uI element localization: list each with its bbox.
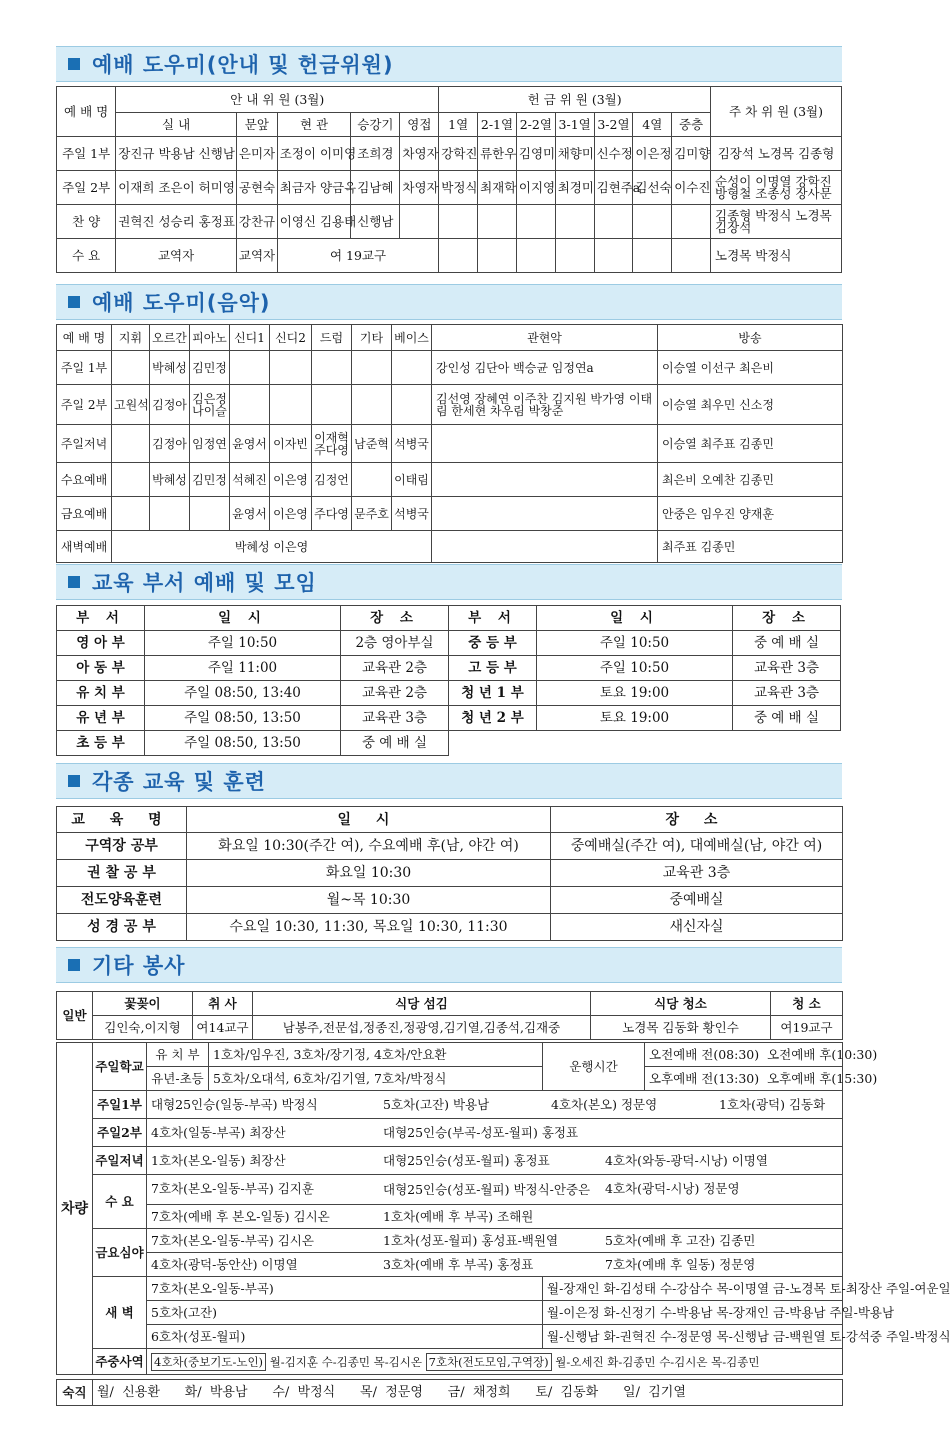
table-cell bbox=[147, 1091, 843, 1119]
header-cell: 현 관 bbox=[277, 113, 351, 137]
table-cell: 이재혁 주다영 bbox=[312, 425, 352, 463]
table-cell bbox=[112, 425, 150, 463]
table-cell: 월-이은정 화-신정기 수-박용남 목-장재인 금-박용남 주일-박용남 bbox=[543, 1301, 843, 1325]
course-name: 성 경 공 부 bbox=[57, 914, 187, 941]
dept-name: 청 년 2 부 bbox=[449, 706, 537, 731]
header-cell: 신디2 bbox=[270, 325, 312, 351]
section-header bbox=[56, 284, 842, 320]
row-label: 숙직 bbox=[57, 1380, 93, 1406]
table-cell: 남준혁 bbox=[352, 425, 392, 463]
table-cell: 조정이 이미영 bbox=[277, 137, 351, 171]
header-cell: 지휘 bbox=[112, 325, 150, 351]
table-cell bbox=[352, 351, 392, 385]
row-label: 금요심야 bbox=[93, 1229, 147, 1277]
time-cell: 오전예배 후(10:30) bbox=[767, 1046, 878, 1062]
row-label: 주일 2부 bbox=[57, 171, 116, 205]
table-cell: 장진규 박용남 신행남 bbox=[116, 137, 237, 171]
table-cell: 교육관 3층 bbox=[733, 656, 841, 681]
table-cell bbox=[432, 463, 658, 497]
table-cell: 이수진 bbox=[672, 171, 711, 205]
table-cell bbox=[312, 385, 352, 425]
row-label: 새벽예배 bbox=[57, 531, 112, 563]
table-cell bbox=[645, 1067, 878, 1091]
header-cell: 3-2열 bbox=[594, 113, 633, 137]
dept-name: 유 년 부 bbox=[57, 706, 145, 731]
table-cell: 고원석 bbox=[112, 385, 150, 425]
row-label: 새 벽 bbox=[93, 1277, 147, 1349]
table-cell: 이은정 bbox=[633, 137, 672, 171]
table-cell: 여14교구 bbox=[193, 1016, 253, 1040]
section-title: 예배 도우미(음악) bbox=[92, 291, 271, 315]
vehicle-item: 7호차(본오-일동-부곡) 김지훈 bbox=[151, 1181, 314, 1197]
header-cell: 실 내 bbox=[116, 113, 237, 137]
table-cell bbox=[633, 239, 672, 273]
table-cell: 김정아 bbox=[150, 425, 190, 463]
table-cell: 최주표 김종민 bbox=[658, 531, 843, 563]
vehicle-item: 1호차(본오-일동) 최장산 bbox=[151, 1152, 286, 1168]
table-cell bbox=[230, 385, 270, 425]
table-cell bbox=[147, 1253, 843, 1277]
table-cell: 5호차(고잔) bbox=[147, 1301, 543, 1325]
table-cell bbox=[478, 239, 517, 273]
table-cell: 김민정 bbox=[190, 351, 230, 385]
section-offering-guides bbox=[56, 46, 842, 82]
header-cell: 장 소 bbox=[341, 606, 449, 631]
table-cell bbox=[432, 531, 658, 563]
header-cell: 2-2열 bbox=[516, 113, 555, 137]
table-cell bbox=[555, 239, 594, 273]
header-cell: 식당 청소 bbox=[591, 992, 771, 1016]
vehicle-table bbox=[56, 1042, 951, 1375]
table-cell bbox=[432, 425, 658, 463]
section-header bbox=[56, 46, 842, 82]
table-cell: 김정언 bbox=[312, 463, 352, 497]
vehicle-item: 5호차(예배 후 고잔) 김종민 bbox=[605, 1232, 756, 1248]
table-cell: 여19교구 bbox=[771, 1016, 843, 1040]
table-cell: 강학진 bbox=[439, 137, 478, 171]
table-cell: 최재학 bbox=[478, 171, 517, 205]
header-cell: 중층 bbox=[672, 113, 711, 137]
table-cell: 화요일 10:30 bbox=[187, 860, 551, 887]
table-cell: 월-장재인 화-김성태 수-강삼수 목-이명열 금-노경목 토-최장산 주일-여운일 bbox=[543, 1277, 843, 1301]
table-cell bbox=[555, 205, 594, 239]
vehicle-item: 대형25인승(일동-부곡) 박정식 bbox=[151, 1096, 318, 1112]
section-title: 예배 도우미(안내 및 헌금위원) bbox=[92, 53, 394, 77]
music-table bbox=[56, 324, 843, 563]
course-name: 권 찰 공 부 bbox=[57, 860, 187, 887]
table-cell: 이승열 최주표 김종민 bbox=[658, 425, 843, 463]
dept-name: 청 년 1 부 bbox=[449, 681, 537, 706]
table-cell: 이승열 이선구 최은비 bbox=[658, 351, 843, 385]
header-cell: 4열 bbox=[633, 113, 672, 137]
header-cell: 2-1열 bbox=[478, 113, 517, 137]
table-cell: 김종형 박정식 노경목 김장석 bbox=[711, 205, 842, 239]
table-cell: 문주호 bbox=[352, 497, 392, 531]
table-cell bbox=[112, 351, 150, 385]
header-cell: 방송 bbox=[658, 325, 843, 351]
table-cell: 석혜진 bbox=[230, 463, 270, 497]
table-cell bbox=[633, 205, 672, 239]
table-cell: 조희경 bbox=[351, 137, 400, 171]
section-music-helpers bbox=[56, 284, 842, 320]
table-cell: 중예배실(주간 여), 대예배실(남, 야간 여) bbox=[551, 833, 843, 860]
course-name: 전도양육훈련 bbox=[57, 887, 187, 914]
vehicle-item: 4호차(일동-부곡) 최장산 bbox=[151, 1124, 286, 1140]
row-label: 주일저녁 bbox=[57, 425, 112, 463]
table-cell: 석병국 bbox=[392, 425, 432, 463]
table-cell bbox=[645, 1043, 878, 1067]
table-cell: 권혁진 성승리 홍정표 bbox=[116, 205, 237, 239]
table-cell bbox=[516, 205, 555, 239]
table-cell: 김인숙,이지형 bbox=[93, 1016, 193, 1040]
table-cell: 월/ 신용환 화/ 박용남 수/ 박정식 목/ 정문영 금/ 채정희 토/ 김동화 일/ 김기열 bbox=[93, 1380, 843, 1406]
header-cell: 일 시 bbox=[187, 807, 551, 833]
table-cell: 이영신 김용태 bbox=[277, 205, 351, 239]
table-cell: 김현주a bbox=[594, 171, 633, 205]
row-label: 주일학교 bbox=[93, 1043, 147, 1091]
table-cell: 중 예 배 실 bbox=[341, 731, 449, 756]
table-cell bbox=[147, 1175, 843, 1205]
table-cell: 주일 10:50 bbox=[537, 656, 733, 681]
section-header bbox=[56, 564, 842, 600]
table-cell: 이자빈 bbox=[270, 425, 312, 463]
vehicle-item: 4호차(광덕-시낭) 정문영 bbox=[605, 1181, 740, 1197]
header-cell: 꽃꽂이 bbox=[93, 992, 193, 1016]
time-cell: 오후예배 전(13:30) bbox=[649, 1070, 760, 1086]
table-cell: 유년-초등 bbox=[147, 1067, 209, 1091]
table-cell: 김남혜 bbox=[351, 171, 400, 205]
header-cell: 청 소 bbox=[771, 992, 843, 1016]
table-cell: 안중은 임우진 양재훈 bbox=[658, 497, 843, 531]
vehicle-item: 1호차(예배 후 부곡) 조해원 bbox=[383, 1208, 534, 1224]
row-label: 수 요 bbox=[93, 1175, 147, 1229]
table-cell bbox=[432, 497, 658, 531]
table-cell bbox=[352, 385, 392, 425]
table-cell: 강찬규 bbox=[236, 205, 277, 239]
table-cell: 노경목 김동화 황인수 bbox=[591, 1016, 771, 1040]
table-cell: 박혜성 bbox=[150, 463, 190, 497]
square-bullet-icon bbox=[68, 775, 80, 787]
row-label: 주일 2부 bbox=[57, 385, 112, 425]
dept-name: 영 아 부 bbox=[57, 631, 145, 656]
table-cell: 김민정 bbox=[190, 463, 230, 497]
section-title: 기타 봉사 bbox=[92, 954, 186, 978]
row-label: 주중사역 bbox=[93, 1349, 147, 1375]
vehicle-item: 7호차(예배 후 본오-일동) 김시온 bbox=[151, 1208, 330, 1224]
table-cell: 교육관 3층 bbox=[551, 860, 843, 887]
row-label: 주일저녁 bbox=[93, 1147, 147, 1175]
header-cell: 예 배 명 bbox=[57, 87, 116, 137]
square-bullet-icon bbox=[68, 576, 80, 588]
table-cell: 박혜성 bbox=[150, 351, 190, 385]
table-cell: 순성이 이명열 강학진 방형철 조종성 장사문 bbox=[711, 171, 842, 205]
table-cell: 주일 11:00 bbox=[145, 656, 341, 681]
table-cell bbox=[672, 205, 711, 239]
table-cell: 주일 08:50, 13:50 bbox=[145, 706, 341, 731]
row-label: 금요예배 bbox=[57, 497, 112, 531]
table-cell: 이재희 조은이 허미영 bbox=[116, 171, 237, 205]
table-cell: 교역자 bbox=[236, 239, 277, 273]
dept-name: 초 등 부 bbox=[57, 731, 145, 756]
header-cell: 장 소 bbox=[551, 807, 843, 833]
table-cell bbox=[147, 1349, 843, 1375]
table-cell bbox=[270, 351, 312, 385]
table-cell: 윤영서 bbox=[230, 497, 270, 531]
table-cell bbox=[230, 351, 270, 385]
vehicle-item: 4호차(본오) 정문영 bbox=[551, 1096, 658, 1112]
header-cell: 일 시 bbox=[145, 606, 341, 631]
table-cell: 이태림 bbox=[392, 463, 432, 497]
table-cell: 신행남 bbox=[351, 205, 400, 239]
table-cell: 공현숙 bbox=[236, 171, 277, 205]
time-cell: 오후예배 후(15:30) bbox=[767, 1070, 878, 1086]
departments-table bbox=[56, 605, 841, 756]
header-cell: 3-1열 bbox=[555, 113, 594, 137]
header-cell: 기타 bbox=[352, 325, 392, 351]
header-cell: 취 사 bbox=[193, 992, 253, 1016]
vehicle-item: 1호차(성포-월피) 홍성표-백원열 bbox=[383, 1232, 559, 1248]
table-cell: 중 예 배 실 bbox=[733, 706, 841, 731]
header-cell: 신디1 bbox=[230, 325, 270, 351]
header-cell: 안 내 위 원 (3월) bbox=[116, 87, 439, 113]
vehicle-item: 대형25인승(성포-월피) 박정식-안중은 bbox=[383, 1181, 591, 1197]
time-cell: 오전예배 전(08:30) bbox=[649, 1046, 760, 1062]
table-cell: 교육관 2층 bbox=[341, 656, 449, 681]
table-cell: 2층 영아부실 bbox=[341, 631, 449, 656]
empty-cell bbox=[449, 731, 841, 756]
table-cell: 강인성 김단아 백승균 임정연a bbox=[432, 351, 658, 385]
table-cell: 주일 08:50, 13:50 bbox=[145, 731, 341, 756]
table-cell bbox=[392, 351, 432, 385]
dept-name: 유 치 부 bbox=[57, 681, 145, 706]
table-cell bbox=[439, 239, 478, 273]
guides-table bbox=[56, 86, 842, 273]
header-cell: 피아노 bbox=[190, 325, 230, 351]
table-cell bbox=[439, 205, 478, 239]
table-cell: 김미향 bbox=[672, 137, 711, 171]
section-other-service bbox=[56, 947, 842, 983]
table-cell: 박정식 bbox=[439, 171, 478, 205]
table-cell: 석병국 bbox=[392, 497, 432, 531]
header-cell: 장 소 bbox=[733, 606, 841, 631]
table-cell: 주일 10:50 bbox=[145, 631, 341, 656]
table-cell: 김장석 노경목 김종형 bbox=[711, 137, 842, 171]
table-cell: 화요일 10:30(주간 여), 수요예배 후(남, 야간 여) bbox=[187, 833, 551, 860]
header-cell: 헌 금 위 원 (3월) bbox=[439, 87, 711, 113]
table-cell: 주다영 bbox=[312, 497, 352, 531]
table-cell: 채향미 bbox=[555, 137, 594, 171]
vehicle-item: 월-김지훈 수-김종민 목-김시온 bbox=[269, 1354, 422, 1369]
table-cell: 운행시간 bbox=[543, 1043, 645, 1091]
row-label: 찬 양 bbox=[57, 205, 116, 239]
header-cell: 문앞 bbox=[236, 113, 277, 137]
table-cell: 이승열 최우민 신소정 bbox=[658, 385, 843, 425]
table-cell: 윤영서 bbox=[230, 425, 270, 463]
table-cell bbox=[478, 205, 517, 239]
course-name: 구역장 공부 bbox=[57, 833, 187, 860]
table-cell: 주일 10:50 bbox=[537, 631, 733, 656]
header-cell: 영접 bbox=[400, 113, 439, 137]
table-cell: 중예배실 bbox=[551, 887, 843, 914]
table-cell: 최은비 오예찬 김종민 bbox=[658, 463, 843, 497]
table-cell: 중 예 배 실 bbox=[733, 631, 841, 656]
section-training bbox=[56, 763, 842, 799]
header-cell: 드럼 bbox=[312, 325, 352, 351]
table-cell bbox=[352, 463, 392, 497]
table-cell: 여 19교구 bbox=[277, 239, 438, 273]
table-cell bbox=[594, 205, 633, 239]
table-cell: 남봉주,전문섭,정종진,정광영,김기열,김종석,김재중 bbox=[253, 1016, 591, 1040]
table-cell: 박혜성 이은영 bbox=[112, 531, 432, 563]
table-cell: 김정아 bbox=[150, 385, 190, 425]
table-cell: 신수정 bbox=[594, 137, 633, 171]
header-cell: 식당 섬김 bbox=[253, 992, 591, 1016]
vehicle-item: 대형25인승(부곡-성포-월피) 홍정표 bbox=[383, 1124, 579, 1140]
vehicle-tag: 4호차(중보기도-노인) bbox=[151, 1353, 266, 1371]
vehicle-item: 3호차(예배 후 부곡) 홍정표 bbox=[383, 1256, 534, 1272]
table-cell: 김영미 bbox=[516, 137, 555, 171]
table-cell: 최경미 bbox=[555, 171, 594, 205]
table-cell bbox=[112, 463, 150, 497]
table-cell bbox=[147, 1205, 843, 1229]
vehicle-item: 월-오세진 화-김종민 수-김시온 목-김종민 bbox=[555, 1354, 760, 1369]
vehicle-item: 대형25인승(성포-월피) 홍정표 bbox=[383, 1152, 550, 1168]
table-cell: 토요 19:00 bbox=[537, 706, 733, 731]
table-cell bbox=[672, 239, 711, 273]
vehicle-item: 4호차(광덕-동안산) 이명열 bbox=[151, 1256, 298, 1272]
table-cell: 7호차(본오-일동-부곡) bbox=[147, 1277, 543, 1301]
vehicle-item: 7호차(본오-일동-부곡) 김시온 bbox=[151, 1232, 314, 1248]
row-label: 주일 1부 bbox=[57, 137, 116, 171]
vehicle-tag: 7호차(전도모임,구역장) bbox=[426, 1353, 552, 1371]
table-cell bbox=[312, 351, 352, 385]
table-cell: 김선숙 bbox=[633, 171, 672, 205]
table-cell: 교육관 2층 bbox=[341, 681, 449, 706]
table-cell: 주일 08:50, 13:40 bbox=[145, 681, 341, 706]
dept-name: 아 동 부 bbox=[57, 656, 145, 681]
square-bullet-icon bbox=[68, 296, 80, 308]
table-cell: 류한우 bbox=[478, 137, 517, 171]
section-header bbox=[56, 763, 842, 799]
row-label: 주일1부 bbox=[93, 1091, 147, 1119]
table-cell: 토요 19:00 bbox=[537, 681, 733, 706]
square-bullet-icon bbox=[68, 58, 80, 70]
vehicle-item: 5호차(고잔) 박용남 bbox=[383, 1096, 490, 1112]
header-cell: 교 육 명 bbox=[57, 807, 187, 833]
night-duty-table bbox=[56, 1379, 843, 1406]
vehicle-item: 1호차(광덕) 김동화 bbox=[719, 1096, 826, 1112]
table-cell: 차영자 bbox=[400, 171, 439, 205]
table-cell: 1호차/임우진, 3호차/장기정, 4호차/안요환 bbox=[209, 1043, 543, 1067]
header-cell: 베이스 bbox=[392, 325, 432, 351]
row-label: 수요예배 bbox=[57, 463, 112, 497]
header-cell: 부 서 bbox=[449, 606, 537, 631]
row-label: 차량 bbox=[57, 1043, 93, 1375]
table-cell bbox=[400, 205, 439, 239]
table-cell: 차영자 bbox=[400, 137, 439, 171]
table-cell: 김은정 나이슬 bbox=[190, 385, 230, 425]
table-cell bbox=[147, 1229, 843, 1253]
dept-name: 고 등 부 bbox=[449, 656, 537, 681]
header-cell: 오르간 bbox=[150, 325, 190, 351]
section-title: 각종 교육 및 훈련 bbox=[92, 770, 266, 794]
dept-name: 중 등 부 bbox=[449, 631, 537, 656]
table-cell: 최금자 양금옥 bbox=[277, 171, 351, 205]
table-cell bbox=[150, 497, 190, 531]
table-cell bbox=[147, 1147, 843, 1175]
table-cell: 6호차(성포-월피) bbox=[147, 1325, 543, 1349]
table-cell: 교육관 3층 bbox=[733, 681, 841, 706]
vehicle-item: 7호차(예배 후 일동) 정문영 bbox=[605, 1256, 756, 1272]
table-cell: 유 치 부 bbox=[147, 1043, 209, 1067]
table-cell bbox=[190, 497, 230, 531]
table-cell: 수요일 10:30, 11:30, 목요일 10:30, 11:30 bbox=[187, 914, 551, 941]
row-label: 주일 1부 bbox=[57, 351, 112, 385]
general-service-table bbox=[56, 991, 843, 1040]
table-cell: 교육관 3층 bbox=[341, 706, 449, 731]
section-title: 교육 부서 예배 및 모임 bbox=[92, 571, 317, 595]
row-label: 일반 bbox=[57, 992, 93, 1040]
header-cell: 예 배 명 bbox=[57, 325, 112, 351]
table-cell: 은미자 bbox=[236, 137, 277, 171]
header-cell: 일 시 bbox=[537, 606, 733, 631]
table-cell bbox=[112, 497, 150, 531]
table-cell: 월-신행남 화-권혁진 수-정문영 목-신행남 금-백원열 토-강석중 주일-박정식 bbox=[543, 1325, 843, 1349]
table-cell bbox=[147, 1119, 843, 1147]
table-cell: 이은영 bbox=[270, 497, 312, 531]
header-cell: 승강기 bbox=[351, 113, 400, 137]
table-cell: 새신자실 bbox=[551, 914, 843, 941]
table-cell: 노경목 박정식 bbox=[711, 239, 842, 273]
section-education-departments bbox=[56, 564, 842, 600]
table-cell: 이은영 bbox=[270, 463, 312, 497]
row-label: 주일2부 bbox=[93, 1119, 147, 1147]
section-header bbox=[56, 947, 842, 983]
header-cell: 관현악 bbox=[432, 325, 658, 351]
table-cell bbox=[516, 239, 555, 273]
table-cell bbox=[392, 385, 432, 425]
table-cell: 임정연 bbox=[190, 425, 230, 463]
header-cell: 주 차 위 원 (3월) bbox=[711, 87, 842, 137]
table-cell: 월~목 10:30 bbox=[187, 887, 551, 914]
table-cell: 5호차/오대석, 6호차/김기열, 7호차/박정식 bbox=[209, 1067, 543, 1091]
row-label: 수 요 bbox=[57, 239, 116, 273]
training-table bbox=[56, 806, 843, 941]
table-cell bbox=[270, 385, 312, 425]
table-cell: 교역자 bbox=[116, 239, 237, 273]
table-cell bbox=[594, 239, 633, 273]
table-cell: 이지영 bbox=[516, 171, 555, 205]
header-cell: 부 서 bbox=[57, 606, 145, 631]
header-cell: 1열 bbox=[439, 113, 478, 137]
square-bullet-icon bbox=[68, 959, 80, 971]
vehicle-item: 4호차(와동-광덕-시낭) 이명열 bbox=[605, 1152, 768, 1168]
table-cell: 김선영 장혜연 이주찬 김지원 박가영 이태림 한세현 차우림 박창준 bbox=[432, 385, 658, 425]
